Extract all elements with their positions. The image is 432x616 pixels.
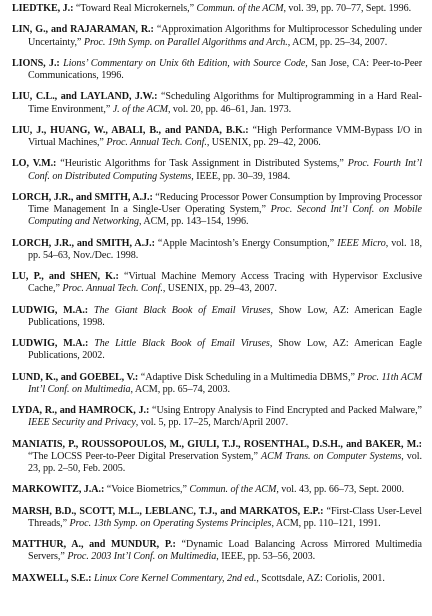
reference-entry bbox=[12, 271, 422, 295]
reference-authors: LO, V.M.: bbox=[12, 158, 57, 170]
reference-entry bbox=[12, 238, 422, 262]
reference-venue: Proc. Annual Tech. Conf. bbox=[62, 283, 163, 295]
reference-authors: LIU, J., HUANG, W., ABALI, B., and PANDA, B.K.: bbox=[12, 124, 249, 136]
reference-title: “Virtual Machine Memory Access Tracing with Hypervisor Exclusive Cache,” bbox=[28, 271, 422, 295]
reference-title: “Scheduling Algorithms for Multiprogramming in a Hard Real-Time Environment,” bbox=[28, 91, 422, 115]
reference-venue: Proc. 2003 Int’l Conf. on Multimedia bbox=[67, 551, 217, 563]
reference-entry bbox=[12, 372, 422, 396]
reference-title: “First-Class User-Level Threads,” bbox=[28, 505, 422, 529]
reference-venue: Lions’ Commentary on Unix 6th Edition, with Source Code bbox=[63, 57, 306, 69]
reference-details: , vol. 23, pp. 2–50, Feb. 2005. bbox=[28, 450, 422, 474]
reference-details: , ACM, pp. 65–74, 2003. bbox=[130, 383, 231, 395]
reference-title: “High Performance VMM-Bypass I/O in Virtual Machines,” bbox=[28, 124, 422, 148]
reference-entry bbox=[12, 539, 422, 563]
reference-venue: The Giant Black Book of Email Viruses bbox=[93, 304, 271, 316]
reference-authors: MATTHUR, A., and MUNDUR, P.: bbox=[12, 539, 176, 550]
reference-title: “Heuristic Algorithms for Task Assignment in Distributed Systems,” bbox=[56, 158, 348, 170]
reference-authors: MANIATIS, P., ROUSSOPOULOS, M., GIULI, T.J., ROSENTHAL, D.S.H., and BAKER, M.: bbox=[12, 438, 422, 450]
reference-title: “Approximation Algorithms for Multiprocessor Scheduling under Uncertainty,” bbox=[28, 24, 422, 48]
reference-authors: LORCH, J.R., and SMITH, A.J.: bbox=[12, 191, 153, 203]
reference-title: “Voice Biometrics,” bbox=[104, 484, 190, 496]
reference-title: “Reducing Processor Power Consumption by Improving Processor Time Management In a Single-User Operating System,” bbox=[28, 191, 422, 215]
reference-authors: LU, P., and SHEN, K.: bbox=[12, 271, 119, 282]
reference-authors: LYDA, R., and HAMROCK, J.: bbox=[12, 405, 150, 416]
reference-details: , USENIX, pp. 29–42, 2006. bbox=[206, 137, 321, 148]
reference-venue: Proc. 11th ACM Int’l Conf. on Multimedia bbox=[28, 371, 422, 395]
reference-entry bbox=[12, 439, 422, 476]
reference-venue: Commun. of the ACM bbox=[196, 3, 284, 14]
reference-details: , Show Low, AZ: American Eagle Publications, 2002. bbox=[28, 338, 422, 362]
reference-entry bbox=[12, 192, 422, 229]
reference-entry bbox=[12, 305, 422, 329]
reference-details: , vol. 39, pp. 70–77, Sept. 1996. bbox=[283, 3, 412, 14]
reference-details: , ACM, pp. 25–34, 2007. bbox=[287, 36, 388, 48]
reference-authors: LIN, G., and RAJARAMAN, R.: bbox=[12, 24, 154, 36]
reference-details: , IEEE, pp. 30–39, 1984. bbox=[191, 170, 291, 182]
reference-authors: LUND, K., and GOEBEL, V.: bbox=[12, 371, 139, 383]
reference-title: “Toward Real Microkernels,” bbox=[73, 3, 197, 14]
reference-authors: LUDWIG, M.A.: bbox=[12, 304, 89, 316]
reference-authors: MARSH, B.D., SCOTT, M.L., LEBLANC, T.J., and MARKATOS, E.P.: bbox=[12, 505, 324, 517]
reference-details: , IEEE, pp. 53–56, 2003. bbox=[216, 551, 316, 563]
reference-details: , vol. 18, pp. 54–63, Nov./Dec. 1998. bbox=[28, 237, 422, 261]
reference-details: , Show Low, AZ: American Eagle Publications, 1998. bbox=[28, 304, 422, 328]
reference-authors: LIONS, J.: bbox=[12, 57, 60, 69]
reference-venue: Proc. 13th Symp. on Operating Systems Principles bbox=[69, 517, 272, 529]
reference-authors: MAXWELL, S.E.: bbox=[12, 572, 92, 584]
reference-details: , Scottsdale, AZ: Coriolis, 2001. bbox=[256, 572, 385, 584]
reference-venue: Proc. 19th Symp. on Parallel Algorithms and Arch. bbox=[83, 36, 288, 48]
reference-title: “Dynamic Load Balancing Across Mirrored Multimedia Servers,” bbox=[28, 539, 422, 563]
reference-authors: MARKOWITZ, J.A.: bbox=[12, 484, 105, 496]
reference-venue: Proc. Second Int’l Conf. on Mobile Computing and Networking bbox=[28, 204, 422, 228]
reference-title: “Using Entropy Analysis to Find Encrypted and Packed Malware,” bbox=[149, 405, 422, 416]
reference-venue: The Little Black Book of Email Viruses bbox=[94, 338, 270, 349]
reference-details: , ACM, pp. 143–154, 1996. bbox=[138, 216, 249, 228]
reference-entry bbox=[12, 125, 422, 149]
reference-venue: IEEE Security and Privacy bbox=[28, 417, 136, 429]
reference-details: , vol. 43, pp. 66–73, Sept. 2000. bbox=[276, 484, 404, 496]
reference-entry bbox=[12, 24, 422, 48]
reference-entry bbox=[12, 158, 422, 182]
reference-venue: Proc. Annual Tech. Conf. bbox=[106, 137, 207, 148]
reference-entry bbox=[12, 3, 422, 15]
reference-entry bbox=[12, 405, 422, 429]
reference-entry bbox=[12, 506, 422, 530]
reference-venue: Linux Core Kernel Commentary, 2nd ed. bbox=[93, 572, 257, 584]
reference-entry bbox=[12, 484, 422, 496]
reference-entry bbox=[12, 573, 422, 585]
reference-details: , vol. 20, pp. 46–61, Jan. 1973. bbox=[167, 103, 292, 115]
reference-details: , vol. 5, pp. 17–25, March/April 2007. bbox=[135, 417, 289, 429]
reference-title: “The LOCSS Peer-to-Peer Digital Preservation System,” bbox=[28, 450, 262, 462]
reference-entry bbox=[12, 91, 422, 115]
reference-authors: LORCH, J.R., and SMITH, A.J.: bbox=[12, 237, 155, 249]
reference-venue: Commun. of the ACM bbox=[189, 484, 277, 496]
reference-details: , USENIX, pp. 29–43, 2007. bbox=[162, 283, 277, 295]
reference-entry bbox=[12, 338, 422, 362]
reference-entry bbox=[12, 58, 422, 82]
reference-venue: J. of the ACM bbox=[112, 103, 168, 115]
reference-details: , ACM, pp. 110–121, 1991. bbox=[271, 517, 381, 529]
reference-title: “Apple Macintosh’s Energy Consumption,” bbox=[154, 237, 338, 249]
reference-title: “Adaptive Disk Scheduling in a Multimedia DBMS,” bbox=[138, 371, 358, 383]
reference-venue: ACM Trans. on Computer Systems bbox=[261, 450, 402, 462]
reference-authors: LIU, C.L., and LAYLAND, J.W.: bbox=[12, 91, 158, 103]
reference-venue: Proc. Fourth Int’l Conf. on Distributed Computing Systems bbox=[28, 158, 422, 182]
reference-details: , San Jose, CA: Peer-to-Peer Communications, 1996. bbox=[28, 57, 423, 81]
reference-venue: IEEE Micro bbox=[337, 237, 386, 249]
reference-authors: LUDWIG, M.A.: bbox=[12, 338, 89, 349]
reference-authors: LIEDTKE, J.: bbox=[12, 3, 74, 14]
